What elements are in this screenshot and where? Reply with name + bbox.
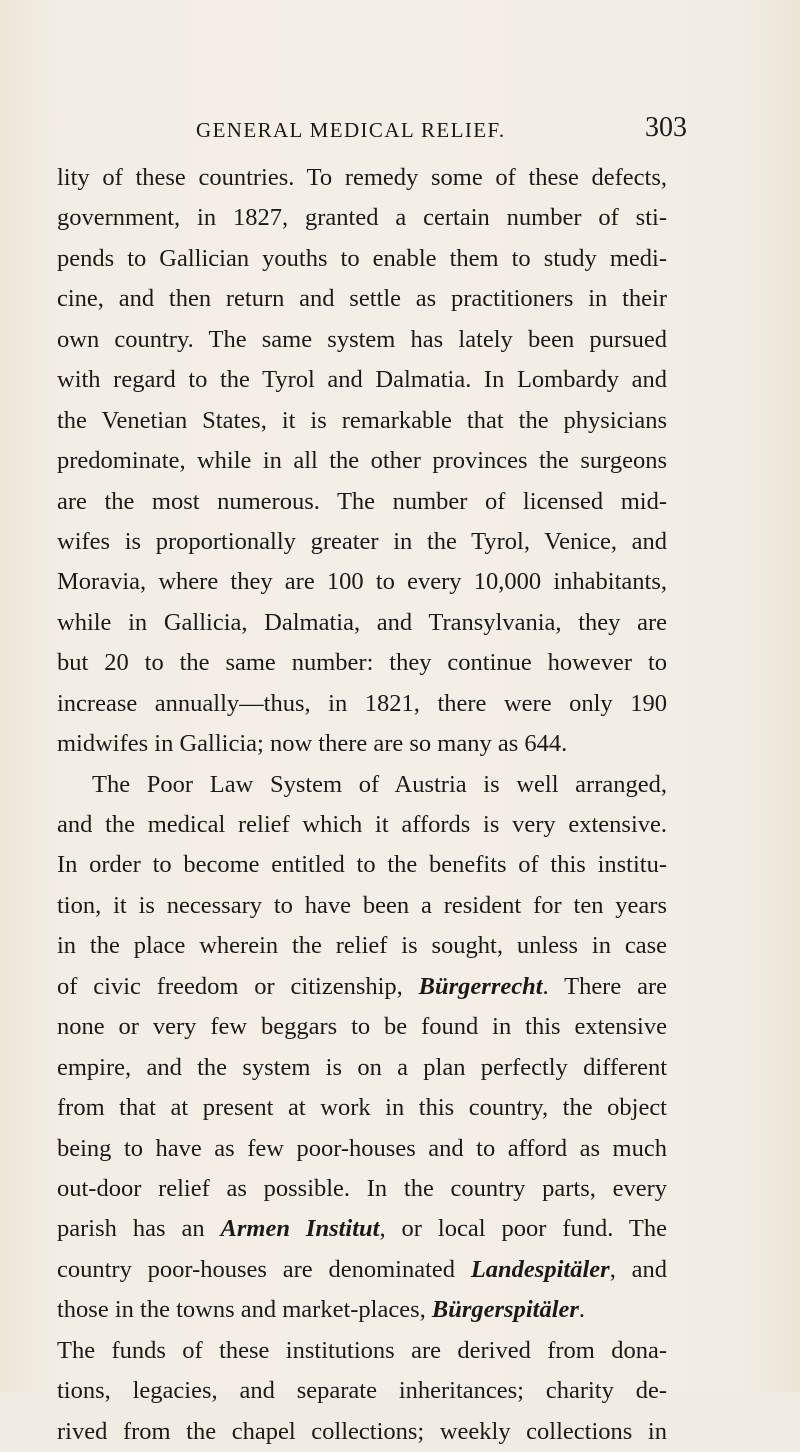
italic-term: Bürgerrecht: [418, 972, 543, 1000]
italic-term: Landespitäler: [470, 1255, 610, 1283]
text-line: lity of these countries. To remedy some of these defects,: [57, 164, 667, 191]
text-line: and the medical relief which it affords is very extensive.: [57, 811, 667, 838]
text-line: those in the towns and market-places, Bürgerspitäler.: [57, 1296, 586, 1324]
paragraph-start-line: The Poor Law System of Austria is well arranged,: [92, 770, 667, 798]
text-line: in the place wherein the relief is sought, unless in case: [57, 932, 667, 960]
text-line: empire, and the system is on a plan perfectly different: [57, 1053, 667, 1081]
page-header: [0, 112, 800, 152]
text-line: Moravia, where they are 100 to every 10,000 inhabitants,: [57, 568, 667, 596]
text-line: pends to Gallician youths to enable them to study medi-: [57, 244, 667, 272]
text-line: cine, and then return and settle as practitioners in their: [57, 285, 667, 313]
text-line: of civic freedom or citizenship, Bürgerrecht. There are: [57, 972, 667, 1000]
text-line: with regard to the Tyrol and Dalmatia. In Lombardy and: [57, 366, 667, 394]
text-line: predominate, while in all the other provinces the surgeons: [57, 447, 667, 475]
text-line: the Venetian States, it is remarkable that the physicians: [57, 406, 667, 434]
text-line: midwifes in Gallicia; now there are so many as 644.: [57, 730, 568, 758]
text-line: while in Gallicia, Dalmatia, and Transylvania, they are: [57, 608, 667, 636]
text-line: out-door relief as possible. In the country parts, every: [57, 1174, 667, 1202]
running-title: GENERAL MEDICAL RELIEF.: [196, 118, 506, 142]
text-line: rived from the chapel collections; weekly collections in: [57, 1417, 667, 1445]
text-line: tions, legacies, and separate inheritances; charity de-: [57, 1377, 667, 1405]
text-line: The funds of these institutions are derived from dona-: [57, 1336, 667, 1364]
italic-term: Armen Institut: [220, 1215, 380, 1243]
text-line: tion, it is necessary to have been a resident for ten years: [57, 891, 667, 919]
text-line: parish has an Armen Institut, or local poor fund. The: [57, 1215, 667, 1243]
text-line: none or very few beggars to be found in this extensive: [57, 1013, 667, 1041]
text-line: increase annually—thus, in 1821, there were only 190: [57, 689, 667, 717]
text-line: are the most numerous. The number of licensed mid-: [57, 487, 667, 515]
text-line: being to have as few poor-houses and to afford as much: [57, 1134, 667, 1162]
text-line: country poor-houses are denominated Landespitäler, and: [57, 1255, 668, 1283]
text-line: but 20 to the same number: they continue however to: [57, 649, 667, 677]
page-number: 303: [645, 112, 687, 143]
text-line: from that at present at work in this country, the object: [57, 1094, 667, 1122]
body-text: [57, 158, 667, 1452]
italic-term: Bürgerspitäler: [431, 1296, 579, 1324]
text-line: government, in 1827, granted a certain number of sti-: [57, 204, 667, 232]
text-line: In order to become entitled to the benefits of this institu-: [57, 851, 667, 879]
text-line: own country. The same system has lately been pursued: [57, 325, 667, 353]
text-line: wifes is proportionally greater in the Tyrol, Venice, and: [57, 527, 667, 555]
